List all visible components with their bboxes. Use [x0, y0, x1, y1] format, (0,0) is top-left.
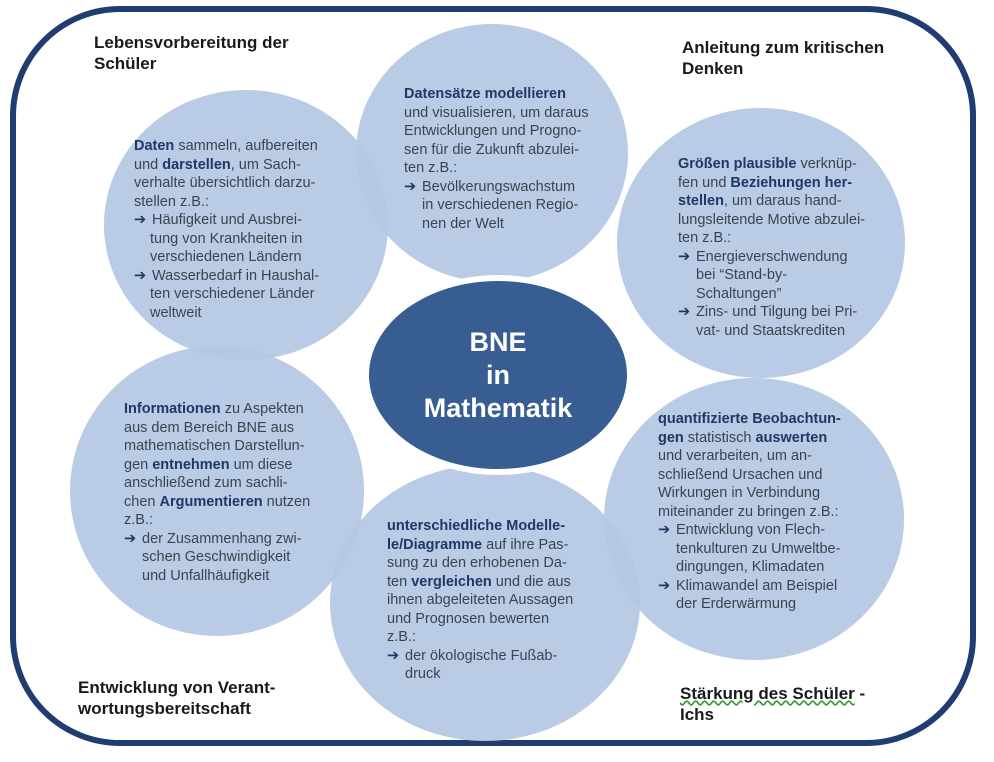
- center-circle-inner: [369, 281, 627, 469]
- corner-label-bottom-left: Entwicklung von Verant- wortungsbereitschaft: [78, 678, 276, 718]
- arrow-icon: ➔: [134, 267, 147, 284]
- arrow-icon: ➔: [387, 647, 400, 664]
- list-item: ➔ Zins- und Tilgung bei Pri-: [678, 304, 858, 320]
- circle-text-bottom: unterschiedliche Modelle- le/Diagramme auf ihre Pas- sung zu den erhobenen Da- ten vergleichen und die aus ihnen abgeleiteten Aussagen und Prognosen bewerten z.B.: ➔ der ökologische Fußab- druck: [387, 517, 617, 684]
- arrow-icon: ➔: [124, 530, 137, 547]
- arrow-icon: ➔: [404, 178, 417, 195]
- corner-label-top-right: Anleitung zum kritischen Denken: [682, 38, 885, 78]
- circle-text-top: Datensätze modellieren und visualisieren, um daraus Entwicklungen und Progno- sen für die Zukunft abzulei- ten z.B.: ➔ Bevölkerungswachstum in verschiedenen Regio- nen der Welt: [404, 85, 624, 233]
- center-circle: [362, 275, 634, 475]
- center-title-line-2: in: [486, 359, 510, 390]
- list-item: ➔ Klimawandel am Beispiel: [658, 577, 838, 594]
- arrow-icon: ➔: [678, 304, 691, 320]
- list-item: ➔ der Zusammenhang zwi-: [124, 530, 302, 547]
- list-item: ➔ Bevölkerungswachstum: [404, 178, 576, 195]
- corner-label-bottom-right: Stärkung des Schüler - Ichs: [680, 684, 866, 724]
- list-item: ➔ Häufigkeit und Ausbrei-: [134, 212, 302, 228]
- arrow-icon: ➔: [678, 248, 691, 265]
- circle-text-bottom-left: Informationen zu Aspekten aus dem Bereich BNE aus mathematischen Darstellun- gen entnehmen um diese anschließend zum sachli- chen Argumentieren nutzen z.B.: ➔ der Zusammenhang zwi- schen Geschwindigkeit und Unfallhäufigkeit: [124, 400, 349, 585]
- arrow-icon: ➔: [134, 212, 147, 228]
- center-title-line-3: Mathematik: [423, 392, 573, 423]
- list-item: ➔ Entwicklung von Flech-: [658, 522, 826, 538]
- arrow-icon: ➔: [658, 577, 671, 594]
- circle-text-bottom-right: quantifizierte Beobachtun- gen statistisch auswerten und verarbeiten, um an- schließend Ursachen und Wirkungen in Verbindung miteinander zu bringen z.B.: ➔ Entwicklung von Flech- tenkulturen zu Umweltbe- dingungen, Klimadaten ➔ Klimawandel am Beispiel der Erderwärmung: [658, 410, 883, 614]
- list-item: ➔ Wasserbedarf in Haushal-: [134, 267, 320, 284]
- center-title-line-1: BNE: [469, 326, 527, 357]
- corner-label-top-left: Lebensvorbereitung der Schüler: [94, 33, 289, 73]
- circle-text-top-left: Daten sammeln, aufbereiten und darstellen, um Sach- verhalte übersichtlich darzu- stellen z.B.: ➔ Häufigkeit und Ausbrei- tung von Krankheiten in verschiedenen Ländern ➔ Wasserbedarf in Haushal- ten verschiedener Länder weltweit: [134, 137, 364, 322]
- list-item: ➔ der ökologische Fußab-: [387, 647, 558, 664]
- list-item: ➔ Energieverschwendung: [678, 248, 848, 265]
- arrow-icon: ➔: [658, 522, 671, 538]
- circle-text-top-right: Größen plausible verknüp- fen und Beziehungen her- stellen, um daraus hand- lungsleitende Motive abzulei- ten z.B.: ➔ Energieverschwendung bei “Stand-by- Schaltungen” ➔ Zins- und Tilgung bei Pri- vat- und Staatskrediten: [678, 155, 893, 340]
